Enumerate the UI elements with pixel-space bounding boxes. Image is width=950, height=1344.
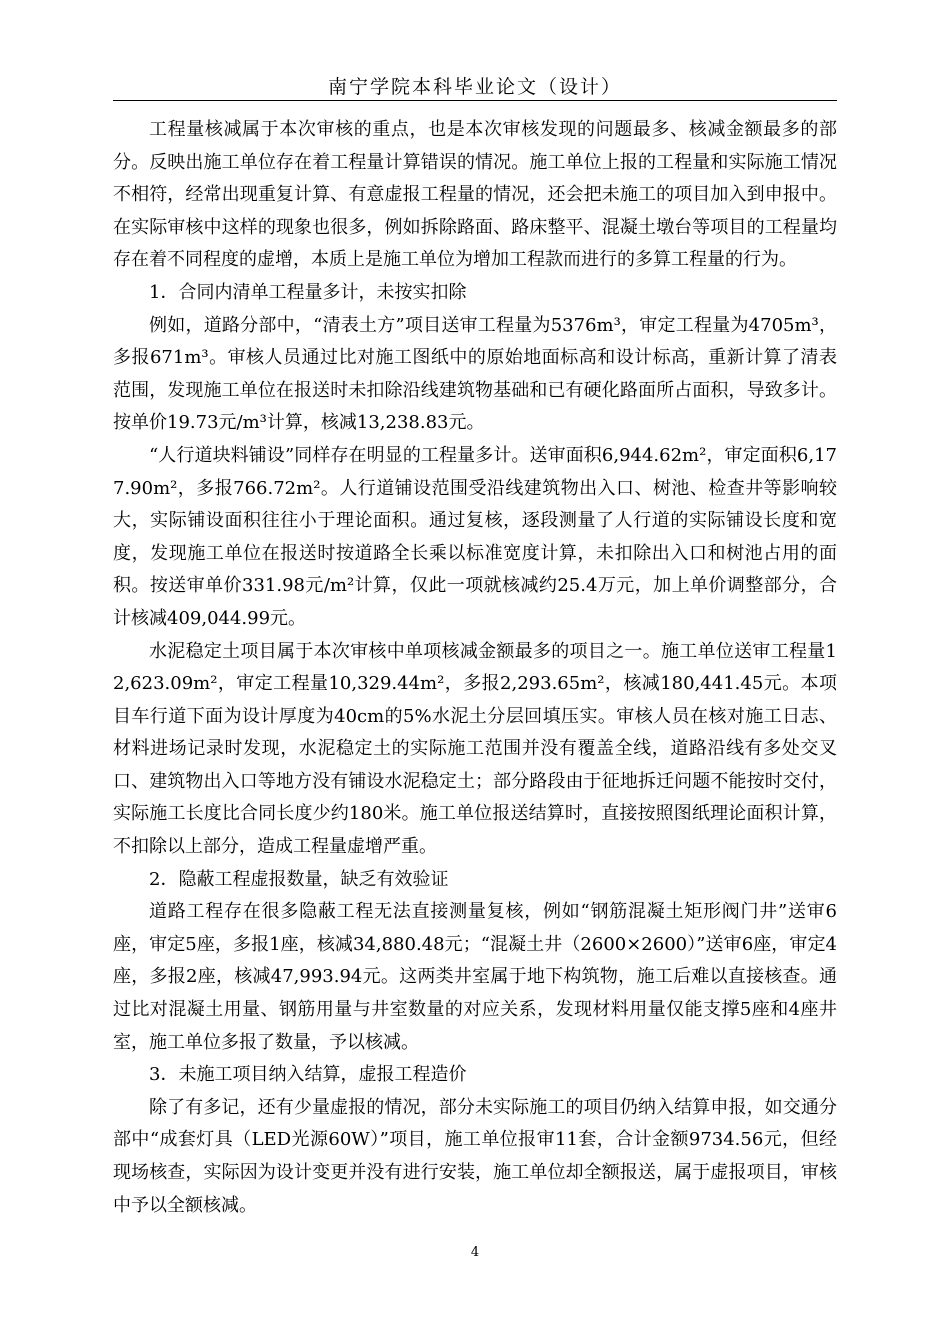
header-rule xyxy=(113,100,837,101)
paragraph-intro: 工程量核减属于本次审核的重点，也是本次审核发现的问题最多、核减金额最多的部分。反映出施工单位存在着工程量计算错误的情况。施工单位上报的工程量和实际施工情况不相符，经常出现重复计算、有意虚报工程量的情况，还会把未施工的项目加入到申报中。在实际审核中这样的现象也很多，例如拆除路面、路床整平、混凝土墩台等项目的工程量均存在着不同程度的虚增，本质上是施工单位为增加工程款而进行的多算工程量的行为。 xyxy=(113,119,837,271)
body-text xyxy=(113,114,837,1222)
paragraph-cement-stabilized-soil: 水泥稳定土项目属于本次审核中单项核减金额最多的项目之一。施工单位送审工程量12,623.09m²，审定工程量10,329.44m²，多报2,293.65m²，核减180,441.45元。本项目车行道下面为设计厚度为40cm的5%水泥土分层回填压实。审核人员在核对施工日志、材料进场记录时发现，水泥稳定土的实际施工范围并没有覆盖全线，道路沿线有多处交叉口、建筑物出入口等地方没有铺设水泥稳定土；部分路段由于征地拆迁问题不能按时交付，实际施工长度比合同长度少约180米。施工单位报送结算时，直接按照图纸理论面积计算，不扣除以上部分，造成工程量虚增严重。 xyxy=(113,640,837,858)
page-number: 4 xyxy=(470,1245,480,1260)
section-heading-3: 3．未施工项目纳入结算，虚报工程造价 xyxy=(149,1064,467,1086)
paragraph-sidewalk-paving: “人行道块料铺设”同样存在明显的工程量多计。送审面积6,944.62m²，审定面积6,177.90m²，多报766.72m²。人行道铺设范围受沿线建筑物出入口、树池、检查井等影响较大，实际铺设面积往往小于理论面积。通过复核，逐段测量了人行道的实际铺设长度和宽度，发现施工单位在报送时按道路全长乘以标准宽度计算，未扣除出入口和树池占用的面积。按送审单价331.98元/m²计算，仅此一项就核减约25.4万元，加上单价调整部分，合计核减409,044.99元。 xyxy=(113,444,837,629)
running-header: 南宁学院本科毕业论文（设计） xyxy=(327,76,622,98)
section-heading-2: 2．隐蔽工程虚报数量，缺乏有效验证 xyxy=(149,868,449,890)
section-heading-1: 1．合同内清单工程量多计，未按实扣除 xyxy=(149,281,467,303)
paragraph-clearing-earthwork: 例如，道路分部中，“清表土方”项目送审工程量为5376m³，审定工程量为4705m³，多报671m³。审核人员通过比对施工图纸中的原始地面标高和设计标高，重新计算了清表范围，发现施工单位在报送时未扣除沿线建筑物基础和已有硬化路面所占面积，导致多计。按单价19.73元/m³计算，核减13,238.83元。 xyxy=(113,314,837,434)
paragraph-concealed-works: 道路工程存在很多隐蔽工程无法直接测量复核，例如“钢筋混凝土矩形阀门井”送审6座，审定5座，多报1座，核减34,880.48元；“混凝土井（2600×2600）”送审6座，审定4座，多报2座，核减47,993.94元。这两类井室属于地下构筑物，施工后难以直接核查。通过比对混凝土用量、钢筋用量与井室数量的对应关系，发现材料用量仅能支撑5座和4座井室，施工单位多报了数量，予以核减。 xyxy=(113,901,837,1053)
paragraph-unbuilt-items: 除了有多记，还有少量虚报的情况，部分未实际施工的项目仍纳入结算申报，如交通分部中“成套灯具（LED光源60W）”项目，施工单位报审11套，合计金额9734.56元，但经现场核查，实际因为设计变更并没有进行安装，施工单位却全额报送，属于虚报项目，审核中予以全额核减。 xyxy=(113,1096,837,1216)
